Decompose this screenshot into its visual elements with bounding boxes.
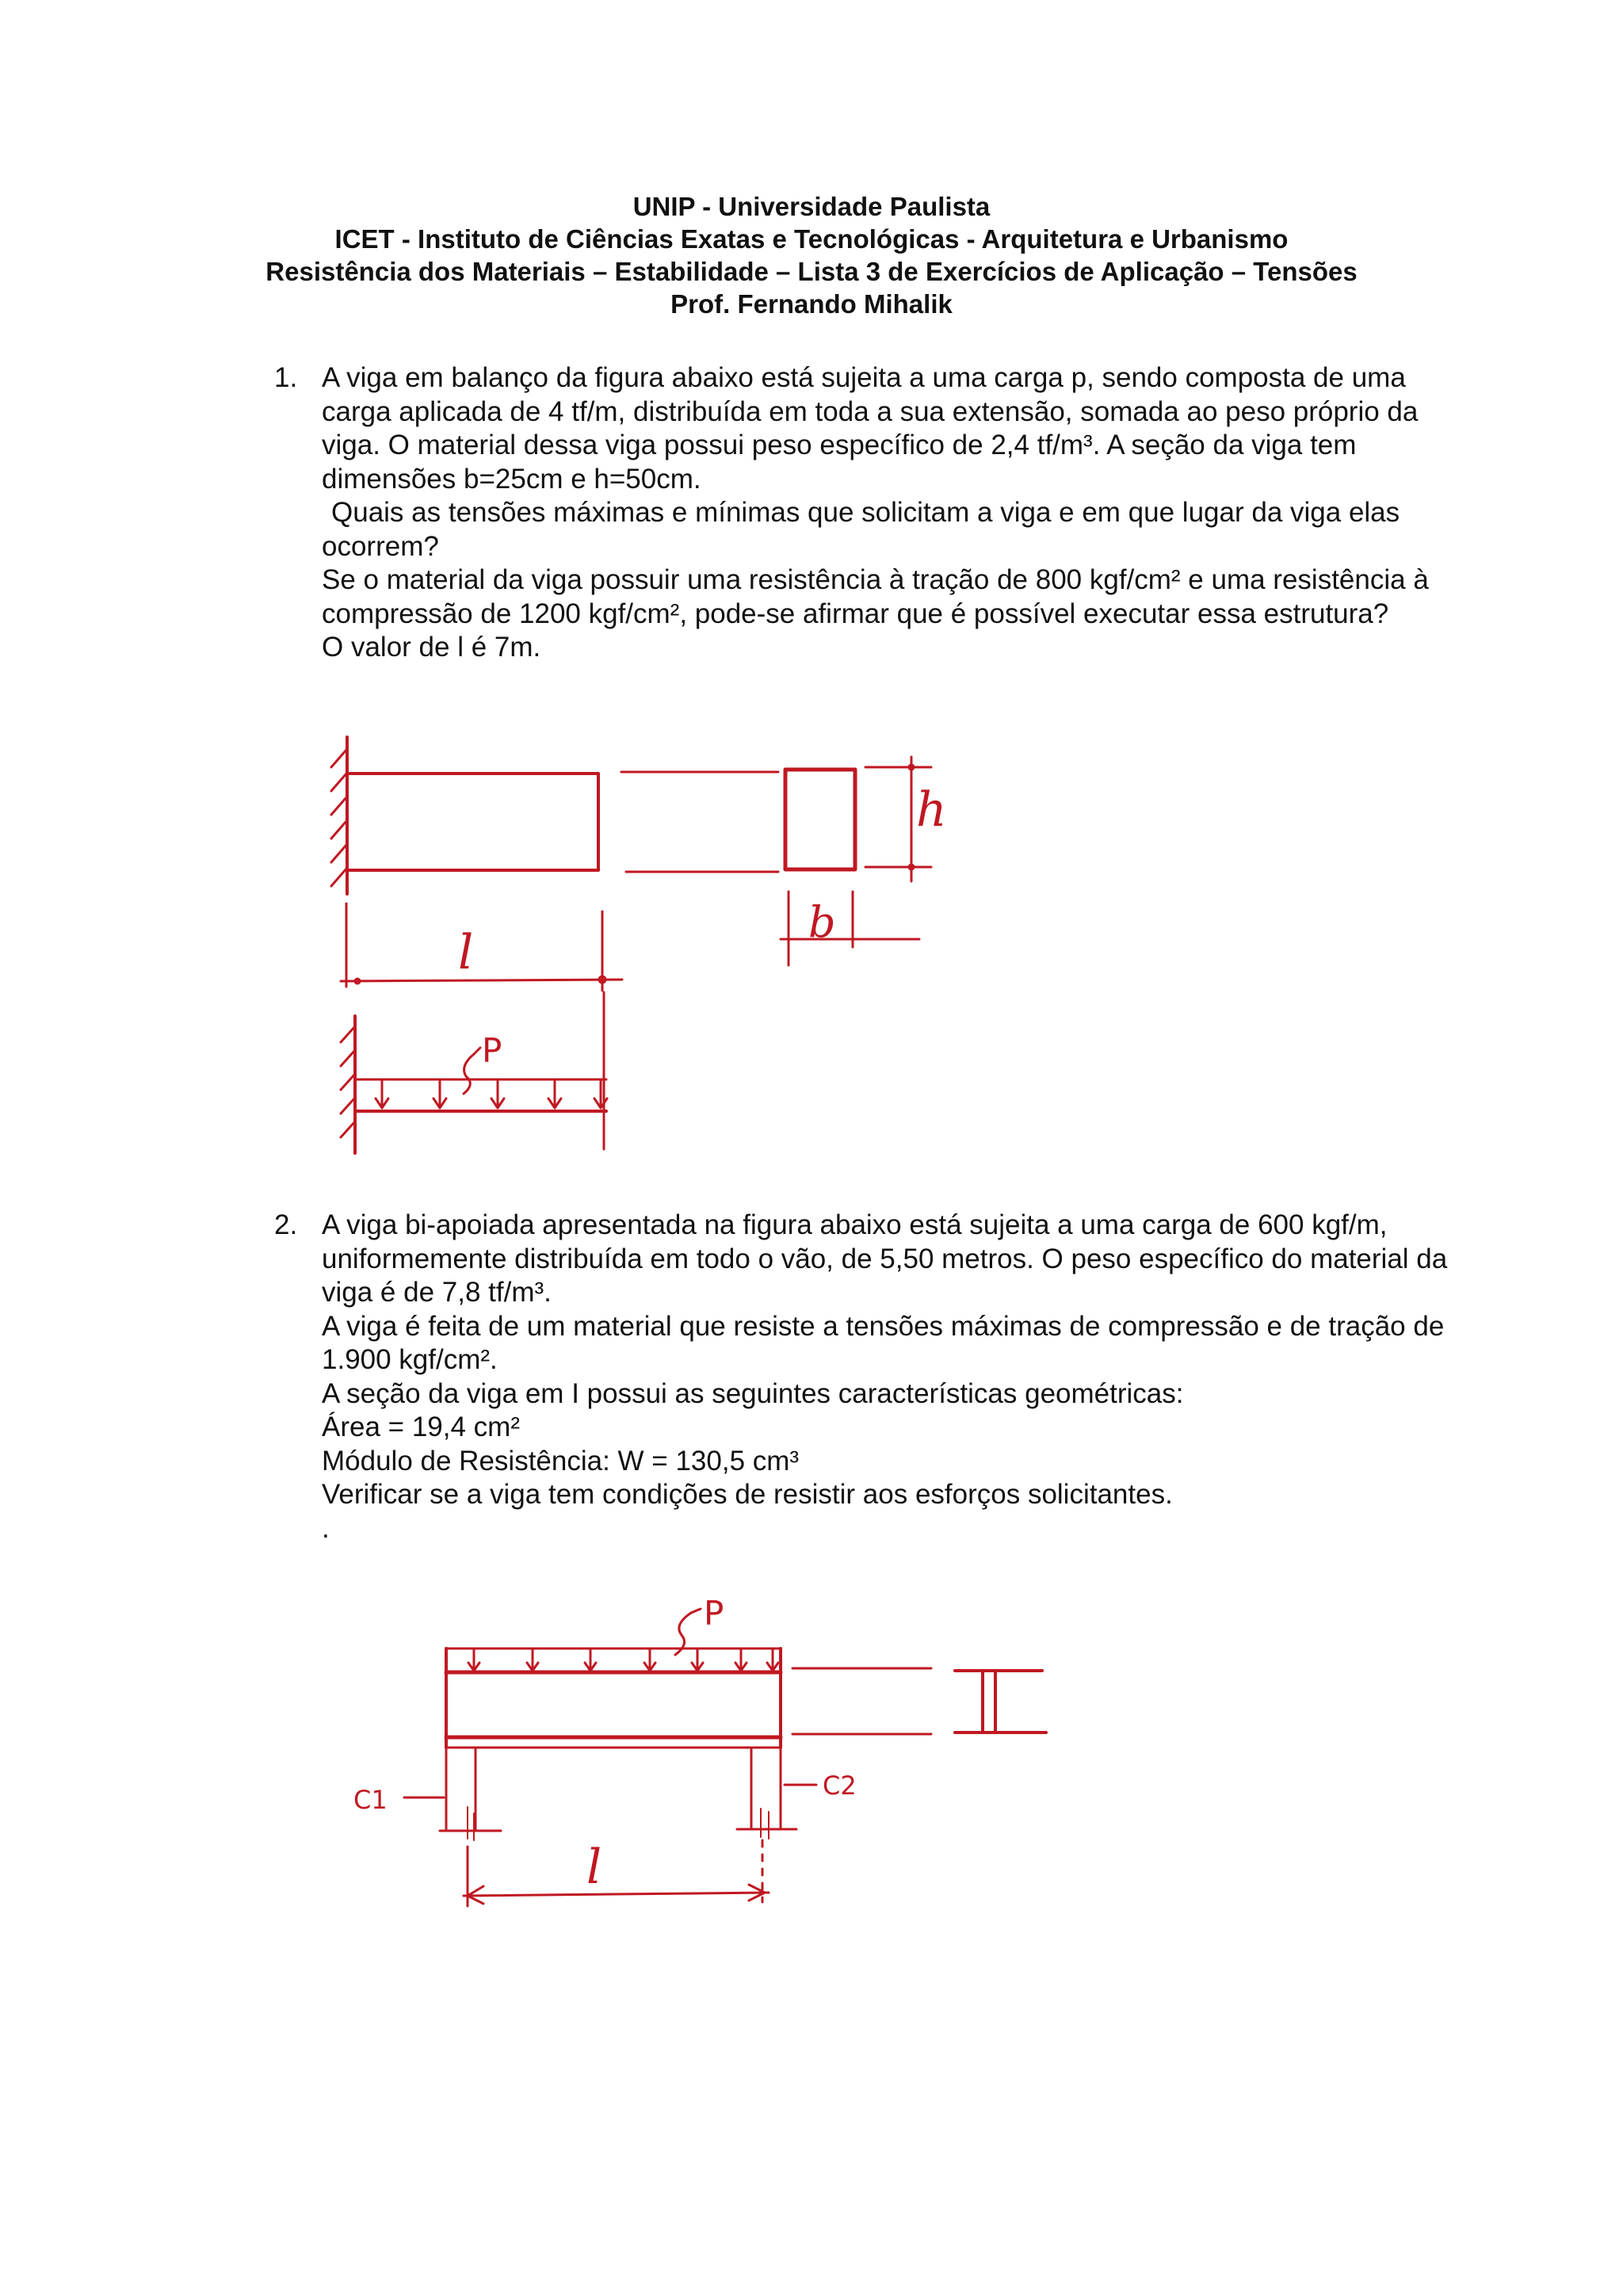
- support-left: [353, 1748, 501, 1840]
- exercise-1-line: ocorrem?: [322, 530, 439, 562]
- distributed-load-arrows: [468, 1650, 778, 1671]
- exercise-2-line: .: [322, 1512, 330, 1544]
- exercise-1-number: 1.: [274, 362, 298, 393]
- exercise-2-line: A viga é feita de um material que resiste a tensões máximas de compressão e de tração de: [322, 1310, 1445, 1342]
- header-institute: ICET - Instituto de Ciências Exatas e Tecnológicas - Arquitetura e Urbanismo: [334, 224, 1289, 254]
- exercise-1-line: compressão de 1200 kgf/cm², pode-se afirmar que é possível executar essa estrutura?: [322, 598, 1389, 629]
- exercise-2-line: 1.900 kgf/cm².: [322, 1344, 498, 1375]
- label-p: P: [482, 1031, 502, 1070]
- header-professor: Prof. Fernando Mihalik: [670, 289, 953, 319]
- exercise-2-line: uniformemente distribuída em todo o vão, de 5,50 metros. O peso específico do material da: [322, 1243, 1448, 1274]
- exercise-2-line: Área = 19,4 cm²: [322, 1412, 520, 1442]
- exercise-2-line: A seção da viga em I possui as seguintes características geométricas:: [322, 1377, 1184, 1409]
- label-l: l: [586, 1839, 602, 1895]
- header-course: Resistência dos Materiais – Estabilidade – Lista 3 de Exercícios de Aplicação – Tensões: [265, 257, 1358, 286]
- dimension-l: [464, 1839, 769, 1906]
- exercise-1-line: Quais as tensões máximas e mínimas que solicitam a viga e em que lugar da viga elas: [331, 497, 1400, 528]
- support-right: [737, 1748, 857, 1839]
- section-projection-lines: [792, 1668, 931, 1734]
- label-c1: C1: [353, 1785, 388, 1815]
- label-l: l: [458, 925, 474, 980]
- exercise-1-line: Se o material da viga possuir uma resistência à tração de 800 kgf/cm² e uma resistência à: [322, 564, 1429, 595]
- exercise-2-line: Módulo de Resistência: W = 130,5 cm³: [322, 1445, 800, 1477]
- exercise-2-line: viga é de 7,8 tf/m³.: [322, 1277, 552, 1308]
- exercise-2-number: 2.: [274, 1209, 298, 1240]
- exercise-1-line: carga aplicada de 4 tf/m, distribuída em toda a sua extensão, somada ao peso próprio da: [322, 395, 1419, 427]
- label-c2: C2: [823, 1771, 857, 1801]
- exercise-1-line: A viga em balanço da figura abaixo está sujeita a uma carga p, sendo composta de uma: [322, 362, 1406, 393]
- label-p: P: [704, 1594, 724, 1633]
- label-h: h: [916, 782, 947, 838]
- exercise-1-line: viga. O material dessa viga possui peso específico de 2,4 tf/m³. A seção da viga tem: [322, 430, 1357, 460]
- header-university: UNIP - Universidade Paulista: [632, 192, 991, 221]
- i-beam-section: [955, 1671, 1046, 1733]
- exercise-1-line: O valor de l é 7m.: [322, 632, 541, 663]
- exercise-2-line: Verificar se a viga tem condições de resistir aos esforços solicitantes.: [322, 1479, 1173, 1510]
- exercise-1-line: dimensões b=25cm e h=50cm.: [322, 463, 701, 495]
- label-b: b: [808, 897, 836, 947]
- beam-body: [446, 1648, 781, 1748]
- exercise-2-line: A viga bi-apoiada apresentada na figura abaixo está sujeita a uma carga de 600 kgf/m,: [322, 1209, 1388, 1240]
